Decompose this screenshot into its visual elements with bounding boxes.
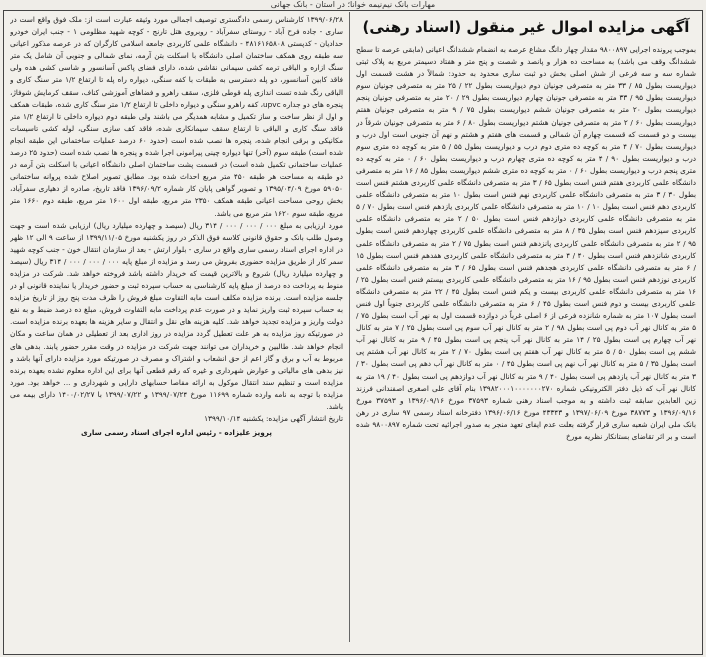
notice-title: آگهی مزایده اموال غیر منقول (اسناد رهنی) bbox=[362, 18, 690, 36]
notice-paragraph: ۱۳۹۹/۰۶/۲۸ کارشناس رسمی دادگستری توصیف اجمالی مورد وثیقه عبارت است از: ملک فوق واقع است در ساری - جاده فرح آباد - روستای سفرآباد - روبروی هتل تارنج - کوچه شهید مظلومی ۱ - جنب ایران خودرو حدادیان - کدپستی ۴۸۱۶۱۶۵۸۰۸ - دانشگاه علمی کاربردی جامعه اسلامی کارگران که در عرصه مذکور اعیانی سه طبقه روی همکف ساختمان اصلی دانشگاه با اسکلت بتن آرمه، نمای شمالی و جنوبی آن شامل یک متر سنگ ازاره و الباقی ترمه کشی سیمانی نقاشی شده، دارای فضای پاکس آسانسور و شاسی کشی هده ولی فاقد کابین آسانسور، دو پله دسترسی به طبقات با کفه سنگی، دیواره راه پله تا ارتفاع ۱/۲ متر سنگ کاری و الباقی رنگ شده تست اندازی پله قوطی فلزی، سقف راهرو و فضاهای آموزشی کناف، سقف کرمایش شوفاژ، پنجره های دو جداره upvc، کفه راهرو سنگی و دیواره داخلی تا ارتفاع ۱/۲ متر سنگ کاری شده، طبقات همکف و اول از نظر ساخت و ساز تکمیل و مشابه همدیگر می باشند ولی طبقه دوم دیواره داخلی تا ارتفاع ۱/۲ متر فاقد سنگ کاری و الباقی تا ارتفاع سقف سیمانکاری شده، فاقد کف سازی سنگی، لوله کشی تاسیسات مکانیکی و برقی انجام شده، پنجره ها نصب شده است (حدود ۶۰ درصد عملیات ساختمانی این طبقه انجام شده است) طبقه سوم (آخر) تنها دیواره چینی پیرامونی اجرا شده و پنجره ها نصب شده است (حدود ۲۵ درصد عملیات ساختمانی تکمیل شده است) در قسمت پشت ساختمان اصلی دانشگاه اعیانی با اسکلت بتن آرمه در دو طبقه به مساحت هر طبقه ۴۵۰ متر مربع احداث شده بود. مطابق تصویر اصلاح شده پروانه ساختمانی ۵۹۰۵۰ مورخ ۱۳۹۵/۰۴/۰۹ و تصویر گواهی پایان کار شماره ۱۳۹۶/۰۹/۲ فاقد تاریخ، صادره از دهیاری سفرآباد، بخش روحی مساحت اعیانی طبقه همکف ۲۳۵۰ متر مربع، طبقه اول ۱۶۰۰ متر مربع، طبقه دوم ۱۶۶۰ متر مربع، طبقه سوم ۱۶۲۰ متر مربع می باشد. bbox=[10, 15, 343, 218]
notice-right-column bbox=[356, 14, 696, 642]
column-divider bbox=[349, 12, 350, 642]
header-strip: مهارات بانک نیم‌نیمه‌ خوانا؛ در استان - بانک جهانی bbox=[270, 0, 436, 9]
notice-left-column bbox=[10, 14, 343, 642]
signature: پرویز علیزاده - رئیس اداره اجرای اسناد رسمی ساری bbox=[80, 428, 273, 438]
publication-date: تاریخ انتشار آگهی مزایده: یکشنبه ۱۳۹۹/۱۰/۱۴ bbox=[204, 414, 343, 424]
notice-paragraph: بموجب پرونده اجرایی ۹۸۰۰۸۹۷ مقدار چهار دانگ مشاع عرصه به انضمام ششدانگ اعیانی (مابقی عرصه تا سطح ششدانگ وقف می باشد) به مساحت ده هزار و پانصد و شصت و پنج متر و هفتاد دسیمتر مربع به پلاک ثبتی شماره سه و سه فرعی از شش اصلی بخش دو ثبت ساری محدود به حدود: شمالاً در هشت قسمت اول دیواریست بطول ۸۵ / ۳۳ متر به متصرفی جونیان دوم دیواریست بطول ۲۲ / ۲۵ متر به متصرفی جونیان سوم دیواریست بطول ۹۵ / ۳۳ متر به متصرفی جونیان چهارم دیواریست بطول ۲۹ / ۲۰ متر به متصرفی جونیان پنجم دیواریست بطول ۲۰ متر به متصرفی جونیان ششم دیواریست بطول ۷۵ / ۹ متر به متصرفی جونیان هفتم دیواریست بطول ۶۰ / ۲ متر به متصرفی جونیان هشتم دیواریست بطول ۸۰ / ۶ متر به متصرفی جونیان شرقاً در بیست و دو قسمت که قسمت چهارم آن شمالی و قسمت های هفتم و هشتم و نهم آن جنوبی است اول درب و دیواریست بطول ۷۰ / ۴ متر به کوچه ده متری دوم درب و دیواریست بطول ۵۵ / ۵ متر به کوچه ده متری سوم درب و دیواریست بطول ۹۰ / ۴ متر به کوچه ده متری چهارم درب و دیواریست بطول ۶۰ / ۰ متر به کوچه ده متری پنجم درب و دیواریست بطول ۶۰ / ۰ متر به کوچه ده متری ششم دیواریست بطول ۸۵ / ۱۶ متر به متصرفی دانشگاه علمی کاربردی هفتم فنس است بطول ۶۵ / ۳ متر به متصرفی دانشگاه علمی کاربردی هشتم فنس است بطول ۳۰ / ۳ متر به متصرفی دانشگاه علمی کاربردی نهم فنس است بطول ۱۰ متر به متصرفی دانشگاه علمی کاربردی دهم فنس است بطول ۱۰ / ۱۰ متر به متصرفی دانشگاه علمی کاربردی یازدهم فنس است بطول ۷۰ / ۵ متر به متصرفی دانشگاه علمی کاربردی دوازدهم فنس است بطول ۵۰ / ۲ متر به متصرفی دانشگاه علمی کاربردی سیزدهم فنس است بطول ۳۵ / ۸ متر به متصرفی دانشگاه علمی کاربردی چهاردهم فنس است بطول ۹۵ / ۲ متر به متصرفی دانشگاه علمی کاربردی پانزدهم فنس است بطول ۷۵ / ۲ متر به متصرفی دانشگاه علمی کاربردی شانزدهم فنس است بطول ۴۰ / ۴ متر به متصرفی دانشگاه علمی کاربردی هفدهم فنس است بطول ۱۵ / ۶ متر به متصرفی دانشگاه علمی کاربردی هجدهم فنس است بطول ۶۵ / ۳ متر به متصرفی دانشگاه علمی کاربردی نوزدهم فنس است بطول ۹۵ / ۱۶ متر به متصرفی دانشگاه علمی کاربردی بیستم فنس است بطول ۲۵ / ۱۶ متر به متصرفی دانشگاه علمی کاربردی بیست و یکم فنس است بطول ۴۵ / ۲۲ متر به متصرفی دانشگاه علمی کاربردی بیست و دوم فنس است بطول ۴۵ / ۶ متر به متصرفی دانشگاه علمی کاربردی جنوباً اول فنس است بطول ۱۰۷ متر به شماره شانزده فرعی از ۶ اصلی غرباً در دوازده قسمت اول به نهر آب است بطول ۷۵ / ۵ متر به کانال نهر آب دوم پی است بطول ۹۸ / ۲ متر به کانال نهر آب سوم پی است بطول ۲۵ / ۷ متر به کانال نهر آب چهارم پی است بطول ۲۵ / ۱۴ متر به کانال نهر آب پنجم پی است بطول ۴۵ / ۹ متر به کانال نهر آب ششم پی است بطول ۵۰ / ۵ متر به کانال نهر آب هفتم پی است بطول ۷۰ / ۲ متر به کانال نهر آب هشتم پی است بطول ۳۵ / ۵ متر به کانال نهر آب نهم پی است بطول ۴۵ / ۰ متر به کانال نهر آب دهم پی است بطول ۳۰ / ۳ متر به کانال نهر آب یازدهم پی است بطول ۴۰ / ۹ متر به کانال نهر آب دوازدهم پی است بطول ۴۰ / ۱۹ متر به کانال نهر آب که ذیل دفتر الکترونیکی شماره ۱۳۹۸۲۰۰۰۱۰۰۰۰۰۰۰۲۷۰ بنام آقای علی اصغری اصفندانی فرزند زین العابدین سابقه ثبت داشته و به موجب اسناد رهنی شماره ۳۷۵۹۳ مورخ ۱۳۹۶/۰۹/۱۶ و ۳۷۵۹۳ مورخ ۱۳۹۶/۰۹/۱۶ و ۳۸۷۷۳ مورخ ۱۳۹۷/۰۶/۰۹ و ۴۳۳۴۳ مورخ ۱۳۹۶/۰۶/۱۶ دفترخانه اسناد رسمی ۹۷ ساری در رهن بانک ملی ایران شعبه ساری قرار گرفته بعلت عدم ایفای تعهد منجر به صدور اجرائیه تحت شماره ۹۸۰۰۸۹۷ شده است و بر اثر تقاضای بستانکار نظریه مورخ bbox=[356, 45, 696, 441]
notice-paragraph: مورد ارزیابی به مبلغ ۰۰۰ / ۰۰۰ / ۰۰۰ / ۳۱۴ ریال (سیصد و چهارده میلیارد ریال) ارزیابی شده است و جهت وصول طلب بانک و حقوق قانونی کلاسه فوق الذکر در روز یکشنبه مورخ ۱۳۹۹/۱۱/۰۵ از ساعت ۹ الی ۱۲ ظهر در اداره اجرای اسناد رسمی ساری واقع در ساری - بلوار ارتش - بعد از سازمان انتقال خون - جنب کوچه شهید سمر کار از طریق مزایده حضوری بفروش می رسد و مزایده از مبلغ پایه ۰۰۰ / ۰۰۰ / ۰۰۰ / ۳۱۴ ریال (سیصد و چهارده میلیارد ریال) شروع و بالاترین قیمت که خریدار داشته باشد فروخته خواهد شد. شرکت در مزایده منوط به پرداخت ده درصد از مبلغ پایه کارشناسی به حساب سپرده ثبت و حضور خریدار یا نماینده قانونی او در جلسه مزایده است. برنده مزایده مکلف است مابه التفاوت مبلغ فروش را ظرف مدت پنج روز از تاریخ مزایده به حساب سپرده ثبت واریز نماید و در صورت عدم پرداخت مابه التفاوت فروش، مبلغ ده درصد ضبط و به نفع دولت واریز و مزایده تجدید خواهد شد. کلیه هزینه های نقل و انتقال و سایر هزینه ها بعهده برنده مزایده است. در صورتیکه روز مزایده به هر علت تعطیل گردد مزایده در روز اداری بعد از تعطیلی در همان ساعت و مکان انجام خواهد شد. طالبین و خریداران می توانند جهت شرکت در مزایده در وقت مقرر حضور یابند. بدهی های مربوط به آب و برق و گاز اعم از حق انشعاب و اشتراک و مصرف در صورتیکه مورد مزایده دارای آنها باشد و نیز بدهی های مالیاتی و عوارض شهرداری و غیره که رقم قطعی آنها برای این اداره معلوم نشده بعهده برنده مزایده است و تنظیم سند انتقال موکول به ارائه مفاصا حسابهای دارایی و شهرداری و ... خواهد بود. مورد مزایده با توجه به نامه وارده شماره ۱۱۶۹۹ مورخ ۱۳۹۹/۰۷/۲۴ و ۱۳۹۹/۰۷/۲۲ با ۱۴۰۰/۰۲/۲۷ دارای بیمه می باشد. bbox=[10, 220, 343, 411]
